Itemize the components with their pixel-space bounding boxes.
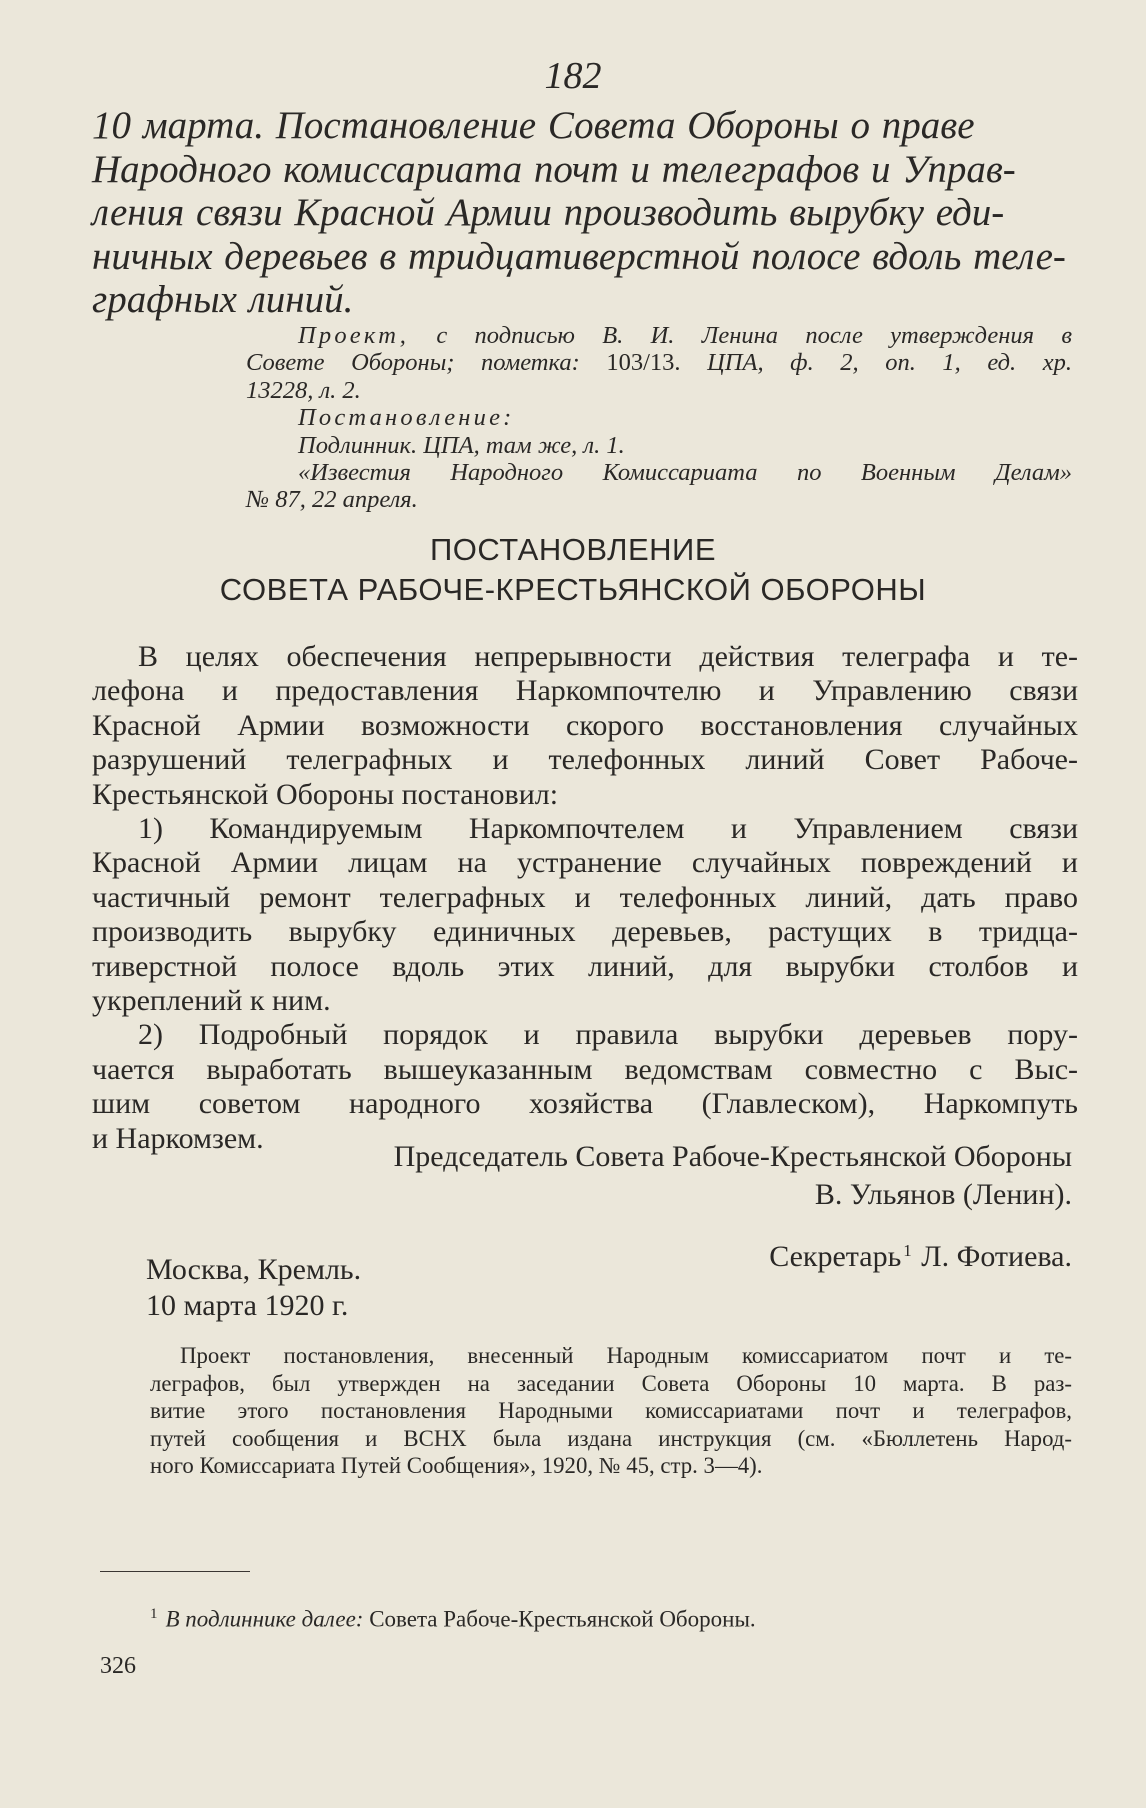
comment-line: ного Комиссариата Путей Сообщения», 1920, № 45, стр. 3—4). <box>150 1453 763 1479</box>
source-line: 13228, л. 2. <box>246 376 361 404</box>
original-reference: Подлинник. ЦПА, там же, л. 1. <box>298 431 625 459</box>
body-line: и Наркомзем. <box>92 1121 264 1155</box>
body-line: тиверстной полосе вдоль этих линий, для вырубки столбов и <box>92 949 1078 983</box>
chairman-name: В. Ульянов (Ленин). <box>814 1178 1072 1211</box>
decree-title <box>0 530 1146 610</box>
source-line <box>246 322 1072 349</box>
footnote-mark: 1 <box>150 1606 158 1622</box>
comment-line: витие этого постановления Народными комиссариатами почт и телеграфов, <box>150 1398 1072 1424</box>
footnote <box>150 1600 756 1634</box>
chairman-title: Председатель Совета Рабоче-Крестьянской Обороны <box>393 1140 1072 1173</box>
heading-line: 10 марта. Постановление Совета Обороны о праве <box>92 104 975 147</box>
body-line: В целях обеспечения непрерывности действия телеграфа и те- <box>138 640 1078 673</box>
decree-label: Постановление: <box>298 404 515 432</box>
body-line: 2) Подробный порядок и правила вырубки деревьев пору- <box>138 1018 1078 1052</box>
body-line: шим советом народного хозяйства (Главлеском), Наркомпуть <box>92 1087 1078 1121</box>
izvestia-reference: «Известия Народного Комиссариата по Военным Делам» <box>298 459 1072 487</box>
document-number: 182 <box>544 55 602 97</box>
editorial-comment <box>150 1342 1072 1480</box>
draft-text: с подписью В. И. Ленина после утверждения в <box>436 322 1072 349</box>
comment-line: Проект постановления, внесенный Народным комиссариатом почт и те- <box>180 1343 1072 1368</box>
source-references <box>246 322 1072 514</box>
body-line: частичный ремонт телеграфных и телефонных линий, дать право <box>92 880 1078 914</box>
draft-text: Совете Обороны; пометка: <box>246 349 580 377</box>
source-line <box>246 349 1072 376</box>
izvestia-reference: № 87, 22 апреля. <box>246 486 418 514</box>
body-line: 1) Командируемым Наркомпочтелем и Управлением связи <box>138 812 1078 846</box>
body-line: укреплений к ним. <box>92 984 331 1018</box>
decree-body <box>92 640 1078 1156</box>
comment-line: леграфов, был утвержден на заседании Совета Обороны 10 марта. В раз- <box>150 1370 1072 1396</box>
secretary-name: Л. Фотиева. <box>921 1240 1072 1273</box>
footnote-italic: В подлиннике далее: <box>165 1606 364 1632</box>
draft-text: ЦПА, ф. 2, оп. 1, ед. хр. <box>707 349 1073 377</box>
page-number: 326 <box>100 1653 136 1679</box>
heading-line: Народного комиссариата почт и телеграфов и Управ- <box>92 147 1016 191</box>
body-line: производить вырубку единичных деревьев, растущих в тридца- <box>92 915 1078 949</box>
heading-line: ничных деревьев в тридцативерстной полосе вдоль теле- <box>92 234 1066 278</box>
body-line: чается выработать вышеуказанным ведомствам совместно с Выс- <box>92 1052 1078 1086</box>
body-line: разрушений телеграфных и телефонных линий Совет Рабоче- <box>92 743 1078 777</box>
document-heading <box>92 104 1072 322</box>
body-line: Красной Армии возможности скорого восстановления случайных <box>92 708 1078 742</box>
body-line: Крестьянской Обороны постановил: <box>92 777 559 811</box>
decree-title-line: СОВЕТА РАБОЧЕ-КРЕСТЬЯНСКОЙ ОБОРОНЫ <box>219 572 927 607</box>
draft-mark: 103/13. <box>606 349 681 377</box>
footnote-reference: 1 <box>903 1241 912 1260</box>
comment-line: путей сообщения и ВСНХ была издана инструкция (см. «Бюллетень Народ- <box>150 1425 1072 1451</box>
place-and-date <box>146 1252 361 1324</box>
secretary-label: Секретарь <box>769 1240 902 1273</box>
heading-line: графных линий. <box>92 278 354 321</box>
body-line: лефона и предоставления Наркомпочтелю и Управлению связи <box>92 674 1078 708</box>
body-line: Красной Армии лицам на устранение случайных повреждений и <box>92 846 1078 880</box>
footnote-divider <box>100 1571 250 1572</box>
draft-label: Проект, <box>298 322 410 349</box>
date: 10 марта 1920 г. <box>146 1289 349 1322</box>
heading-line: ления связи Красной Армии производить вырубку еди- <box>92 191 1005 234</box>
decree-title-line: ПОСТАНОВЛЕНИЕ <box>429 532 717 567</box>
footnote-text: Совета Рабоче-Крестьянской Обороны. <box>369 1606 756 1632</box>
place: Москва, Кремль. <box>146 1253 362 1286</box>
